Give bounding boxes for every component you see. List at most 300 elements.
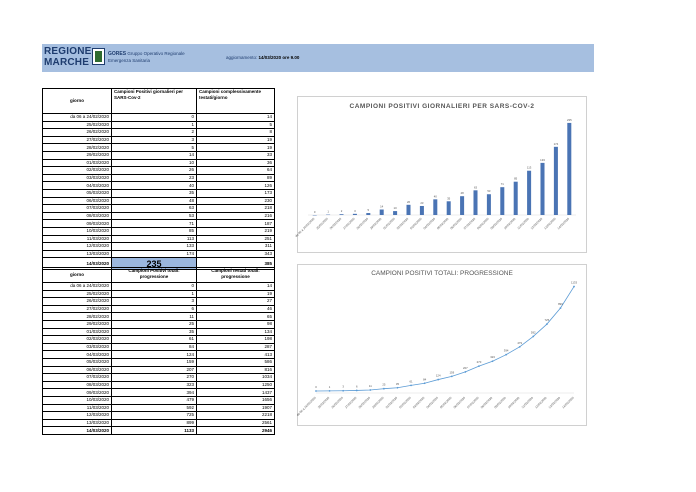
cell-positivi: 10: [112, 159, 197, 167]
cell-positivi: 1133: [112, 427, 197, 435]
data-label: 53: [487, 189, 491, 194]
table-row: [43, 151, 275, 159]
tick-label: 10/03/2020: [506, 395, 521, 410]
table-row: [43, 328, 275, 336]
data-label: 1: [328, 384, 331, 389]
cell-testati: 187: [197, 220, 275, 228]
tick-label: 07/03/2020: [462, 216, 477, 231]
data-label: 3: [354, 208, 356, 213]
org-desc-2: Emergenza Sanitaria: [108, 57, 151, 63]
cell-giorno: 07/03/2020: [43, 374, 112, 382]
cell-positivi: 11: [112, 313, 197, 321]
cell-testati: 19: [197, 290, 275, 298]
update-value: 14/03/2020 ore 9.00: [258, 55, 300, 60]
data-point: [573, 286, 575, 288]
table-row: [43, 129, 275, 137]
data-label: 0: [315, 385, 317, 389]
cell-testati: 343: [197, 250, 275, 258]
data-label: 1: [327, 209, 329, 214]
total-tested: 385: [197, 258, 275, 270]
data-label: 3: [342, 384, 344, 389]
cell-testati: 1656: [197, 396, 275, 404]
cell-giorno: 29/02/2020: [43, 151, 112, 159]
table-row: [43, 159, 275, 167]
cell-positivi: 35: [112, 189, 197, 197]
data-label: 84: [423, 377, 427, 382]
header-positivi-totali: Campioni Positivi totali: progressione: [112, 268, 197, 283]
cell-giorno: 04/03/2020: [43, 351, 112, 359]
cell-positivi: 2: [112, 129, 197, 137]
tick-label: 13/03/2020: [543, 216, 557, 231]
cell-testati: 287: [197, 343, 275, 351]
data-point: [519, 346, 521, 348]
table-row: [43, 313, 275, 321]
data-label: 2: [340, 209, 343, 214]
header-testati-giorno: Campioni complessivamente testati/giorno: [197, 89, 275, 114]
table-row: [43, 235, 275, 243]
cell-giorno: 13/03/2020: [43, 250, 112, 258]
cell-positivi: 25: [112, 320, 197, 328]
tick-label: 03/03/2020: [411, 395, 426, 410]
tick-label: 06/03/2020: [449, 216, 463, 231]
cell-testati: 1437: [197, 389, 275, 397]
logo-line-1: REGIONE: [44, 46, 92, 57]
bar: [447, 201, 451, 215]
data-label: 394: [503, 348, 509, 353]
table-row: [43, 351, 275, 359]
table-row: [43, 167, 275, 175]
cell-positivi: 394: [112, 389, 197, 397]
data-label: 14: [380, 204, 384, 209]
cell-positivi: 35: [112, 328, 197, 336]
cell-giorno: 03/03/2020: [43, 343, 112, 351]
tick-label: 10/03/2020: [502, 216, 517, 231]
cell-positivi: 3: [112, 298, 197, 306]
cell-testati: 173: [197, 189, 275, 197]
tick-label: 29/02/2020: [371, 395, 385, 410]
tick-label: 12/03/2020: [534, 395, 548, 410]
cell-giorno: 12/03/2020: [43, 243, 112, 251]
bar: [406, 205, 410, 215]
data-label: 323: [490, 355, 495, 360]
tick-label: 09/03/2020: [493, 395, 507, 410]
cell-giorno: 10/03/2020: [43, 227, 112, 235]
cell-testati: 1034: [197, 374, 275, 382]
tick-label: 04/03/2020: [425, 395, 439, 410]
cell-giorno: 02/03/2020: [43, 336, 112, 344]
tick-label: 12/03/2020: [529, 216, 544, 231]
tick-label: 27/02/2020: [343, 395, 358, 410]
cell-giorno: 13/03/2020: [43, 419, 112, 427]
cell-testati: 311: [197, 243, 275, 251]
cell-testati: 14: [197, 114, 275, 122]
cell-positivi: 113: [112, 235, 197, 243]
tick-label: 29/02/2020: [368, 216, 383, 231]
data-point: [451, 375, 453, 377]
tick-label: 14/03/2020: [556, 216, 571, 231]
data-label: 10: [393, 206, 397, 211]
cell-positivi: 63: [112, 205, 197, 213]
cell-positivi: 26: [112, 167, 197, 175]
cell-testati: 27: [197, 298, 275, 306]
table-row: [43, 366, 275, 374]
cell-giorno: 01/03/2020: [43, 159, 112, 167]
data-point: [546, 323, 548, 325]
cell-giorno: 08/03/2020: [43, 381, 112, 389]
table-header-row: [43, 268, 275, 283]
cell-positivi: 592: [112, 404, 197, 412]
cell-positivi: 14: [112, 151, 197, 159]
cell-positivi: 174: [112, 250, 197, 258]
cell-giorno: 28/02/2020: [43, 313, 112, 321]
tick-label: 27/02/2020: [342, 216, 356, 231]
data-label: 159: [449, 370, 455, 375]
cell-testati: 64: [197, 167, 275, 175]
cell-testati: 1907: [197, 404, 275, 412]
tick-label: 04/03/2020: [422, 216, 437, 231]
tick-label: 02/03/2020: [398, 395, 412, 410]
data-point: [383, 388, 385, 390]
table-row: [43, 283, 275, 291]
tick-label: 14/03/2020: [561, 395, 575, 410]
data-label: 61: [409, 379, 413, 384]
cell-testati: 46: [197, 305, 275, 313]
tick-label: 11/03/2020: [520, 395, 534, 410]
cell-testati: 218: [197, 205, 275, 213]
data-point: [492, 360, 494, 362]
regione-marche-logo: [44, 46, 92, 70]
data-label: 5: [367, 208, 370, 213]
cell-positivi: 53: [112, 212, 197, 220]
table-row: [43, 381, 275, 389]
cell-positivi: 207: [112, 366, 197, 374]
cell-testati: 89: [197, 174, 275, 182]
tick-label: 08/03/2020: [479, 395, 494, 410]
bar: [393, 211, 397, 215]
data-point: [369, 389, 371, 391]
cell-giorno: 02/03/2020: [43, 167, 112, 175]
cell-giorno: da 06 a 24/02/2020: [43, 283, 112, 291]
header-testati-totali: Campioni testati totali: progressione: [197, 268, 275, 283]
data-label: 592: [530, 330, 536, 335]
cell-giorno: 25/02/2020: [43, 121, 112, 129]
cell-giorno: 04/03/2020: [43, 182, 112, 190]
table-row: [43, 374, 275, 382]
cell-giorno: 14/03/2020: [43, 427, 112, 435]
tick-label: 28/02/2020: [355, 216, 370, 231]
tick-label: 08/03/2020: [476, 216, 490, 231]
table-row: [43, 419, 275, 427]
table-row: [43, 396, 275, 404]
data-label: 235: [566, 117, 572, 122]
cell-giorno: 09/03/2020: [43, 389, 112, 397]
series-line: [316, 287, 574, 391]
cell-giorno: 28/02/2020: [43, 144, 112, 152]
cell-positivi: 159: [112, 358, 197, 366]
tick-label: 11/03/2020: [516, 216, 530, 231]
data-label: 133: [540, 157, 545, 162]
tick-label: da 06 a 24/02/2020: [294, 216, 316, 238]
table-header-row: [43, 89, 275, 114]
data-label: 71: [500, 182, 504, 187]
daily-table-body: [43, 114, 275, 258]
cell-testati: 19: [197, 144, 275, 152]
table-row: [43, 427, 275, 435]
table-row: [43, 220, 275, 228]
table-row: [43, 343, 275, 351]
cell-testati: 216: [197, 212, 275, 220]
cell-testati: 230: [197, 197, 275, 205]
crest-icon: [92, 48, 105, 65]
cell-positivi: 1: [112, 121, 197, 129]
table-row: [43, 227, 275, 235]
cell-positivi: 6: [112, 305, 197, 313]
data-label: 35: [447, 196, 451, 201]
table-row: [43, 336, 275, 344]
table-row: [43, 174, 275, 182]
cell-testati: 14: [197, 283, 275, 291]
bar: [527, 171, 531, 215]
total-date: 14/03/2020: [43, 258, 112, 270]
cell-giorno: 12/03/2020: [43, 412, 112, 420]
cell-testati: 2946: [197, 427, 275, 435]
cell-giorno: 03/03/2020: [43, 174, 112, 182]
table-row: [43, 305, 275, 313]
data-label: 207: [463, 365, 468, 370]
data-point: [424, 382, 426, 384]
data-label: 48: [460, 191, 464, 196]
cell-testati: 98: [197, 320, 275, 328]
tick-label: 07/03/2020: [466, 395, 480, 410]
table-row: [43, 320, 275, 328]
data-point: [464, 371, 466, 373]
data-label: 40: [433, 194, 437, 199]
cell-testati: 126: [197, 182, 275, 190]
data-label: 1133: [570, 280, 578, 285]
data-point: [410, 384, 412, 386]
line-chart-svg: [295, 265, 586, 425]
org-block: [108, 51, 185, 63]
bar: [540, 163, 544, 215]
cell-testati: 8: [197, 129, 275, 137]
bar: [420, 206, 424, 215]
cell-positivi: 323: [112, 381, 197, 389]
cell-testati: 816: [197, 366, 275, 374]
data-label: 124: [435, 373, 441, 378]
cell-positivi: 85: [112, 227, 197, 235]
org-desc-1: Gruppo Operativo Regionale: [127, 51, 185, 56]
cell-giorno: 08/03/2020: [43, 212, 112, 220]
cell-giorno: 01/03/2020: [43, 328, 112, 336]
data-label: 725: [544, 318, 550, 323]
header-giorno: giorno: [43, 89, 112, 114]
cell-testati: 33: [197, 151, 275, 159]
cell-positivi: 23: [112, 174, 197, 182]
cell-positivi: 61: [112, 336, 197, 344]
cell-giorno: 25/02/2020: [43, 290, 112, 298]
chart-title: CAMPIONI POSITIVI TOTALI: PROGRESSIONE: [371, 270, 513, 277]
data-label: 26: [406, 199, 411, 204]
bar: [473, 190, 477, 215]
cumulative-line-chart: [297, 264, 587, 426]
table-row: [43, 114, 275, 122]
bar-chart-svg: [294, 97, 586, 252]
bar: [353, 214, 357, 215]
table-row: [43, 404, 275, 412]
tick-label: 13/03/2020: [547, 395, 562, 410]
table-row: [43, 212, 275, 220]
data-label: 6: [355, 384, 358, 389]
tick-label: 05/03/2020: [439, 395, 453, 410]
data-label: 11: [368, 383, 372, 388]
cell-giorno: 07/03/2020: [43, 205, 112, 213]
tick-label: 26/02/2020: [328, 216, 343, 231]
header-giorno: giorno: [43, 268, 112, 283]
cell-testati: 198: [197, 336, 275, 344]
tick-label: da 06 a 24/02/2020: [295, 395, 317, 417]
chart-title: CAMPIONI POSITIVI GIORNALIERI PER SARS-COV-2: [349, 103, 535, 110]
cell-positivi: 270: [112, 374, 197, 382]
table-row: [43, 136, 275, 144]
cell-testati: 65: [197, 313, 275, 321]
cell-positivi: 479: [112, 396, 197, 404]
cell-positivi: 725: [112, 412, 197, 420]
bar: [366, 213, 370, 215]
org-name: GORES: [108, 51, 127, 57]
bar: [487, 194, 491, 215]
table-row: [43, 144, 275, 152]
data-point: [437, 379, 439, 381]
data-label: 25: [382, 382, 386, 387]
data-point: [329, 390, 331, 392]
update-info: [226, 55, 299, 60]
cell-giorno: 10/03/2020: [43, 396, 112, 404]
data-point: [560, 307, 562, 309]
bar: [500, 187, 504, 215]
cell-giorno: 27/02/2020: [43, 136, 112, 144]
cell-giorno: 06/03/2020: [43, 197, 112, 205]
bar: [554, 147, 558, 215]
cell-testati: 36: [197, 159, 275, 167]
data-label: 899: [558, 302, 563, 307]
cumulative-table-body: [43, 283, 275, 435]
table-row: [43, 243, 275, 251]
tick-label: 01/03/2020: [382, 216, 396, 231]
cell-giorno: 27/02/2020: [43, 305, 112, 313]
data-label: 113: [526, 165, 532, 170]
data-point: [342, 390, 344, 392]
header-banner: [42, 44, 594, 72]
data-label: 35: [395, 381, 400, 386]
cell-positivi: 124: [112, 351, 197, 359]
logo-line-2: MARCHE: [44, 57, 90, 68]
cell-positivi: 71: [112, 220, 197, 228]
cell-positivi: 899: [112, 419, 197, 427]
data-label: 85: [514, 176, 518, 181]
cell-testati: 413: [197, 351, 275, 359]
bar: [514, 182, 518, 215]
table-row: [43, 358, 275, 366]
table-row: [43, 250, 275, 258]
table-row: [43, 197, 275, 205]
cell-testati: 5: [197, 121, 275, 129]
cell-testati: 251: [197, 235, 275, 243]
tick-label: 25/02/2020: [315, 216, 329, 231]
daily-bar-chart: [294, 96, 587, 253]
tick-label: 25/02/2020: [316, 395, 331, 410]
cell-giorno: 05/03/2020: [43, 189, 112, 197]
cell-positivi: 133: [112, 243, 197, 251]
data-label: 23: [420, 200, 424, 205]
cell-testati: 134: [197, 328, 275, 336]
tick-label: 28/02/2020: [357, 395, 372, 410]
tick-label: 06/03/2020: [452, 395, 467, 410]
table-row: [43, 205, 275, 213]
data-point: [315, 390, 317, 392]
cell-positivi: 5: [112, 144, 197, 152]
cell-testati: 219: [197, 227, 275, 235]
cell-giorno: 05/03/2020: [43, 358, 112, 366]
cell-giorno: 09/03/2020: [43, 220, 112, 228]
cell-positivi: 3: [112, 136, 197, 144]
cell-positivi: 48: [112, 197, 197, 205]
data-point: [505, 354, 507, 356]
cell-giorno: 11/03/2020: [43, 235, 112, 243]
data-label: 63: [473, 185, 478, 190]
bar: [380, 210, 384, 215]
cell-testati: 19: [197, 136, 275, 144]
tick-label: 02/03/2020: [395, 216, 410, 231]
update-label: aggiornamento:: [226, 55, 258, 60]
bar: [567, 123, 571, 215]
table-row: [43, 121, 275, 129]
bar: [339, 214, 343, 215]
cell-giorno: 29/02/2020: [43, 320, 112, 328]
cell-giorno: 11/03/2020: [43, 404, 112, 412]
table-row: [43, 298, 275, 306]
table-row: [43, 412, 275, 420]
cell-testati: 1250: [197, 381, 275, 389]
cell-giorno: da 06 a 24/02/2020: [43, 114, 112, 122]
data-point: [532, 336, 534, 338]
cell-giorno: 26/02/2020: [43, 298, 112, 306]
cell-positivi: 40: [112, 182, 197, 190]
table-row: [43, 290, 275, 298]
bar: [460, 196, 464, 215]
tick-label: 03/03/2020: [409, 216, 423, 231]
tick-label: 05/03/2020: [435, 216, 450, 231]
cell-giorno: 06/03/2020: [43, 366, 112, 374]
header-positivi-giornalieri: Campioni Positivi giornalieri per SARS-Cov-2: [112, 89, 197, 114]
cell-positivi: 0: [112, 283, 197, 291]
data-label: 270: [476, 360, 482, 365]
data-label: 479: [517, 340, 523, 345]
total-positive: 235: [112, 258, 197, 270]
table-row: [43, 189, 275, 197]
data-label: 174: [553, 141, 559, 146]
cell-positivi: 84: [112, 343, 197, 351]
tick-label: 26/02/2020: [330, 395, 344, 410]
cell-testati: 586: [197, 358, 275, 366]
tick-label: 01/03/2020: [384, 395, 399, 410]
data-label: 0: [313, 210, 316, 214]
tick-label: 09/03/2020: [489, 216, 504, 231]
data-point: [397, 387, 399, 389]
table-row: [43, 182, 275, 190]
data-point: [478, 365, 480, 367]
cell-giorno: 26/02/2020: [43, 129, 112, 137]
daily-table: [42, 88, 275, 270]
